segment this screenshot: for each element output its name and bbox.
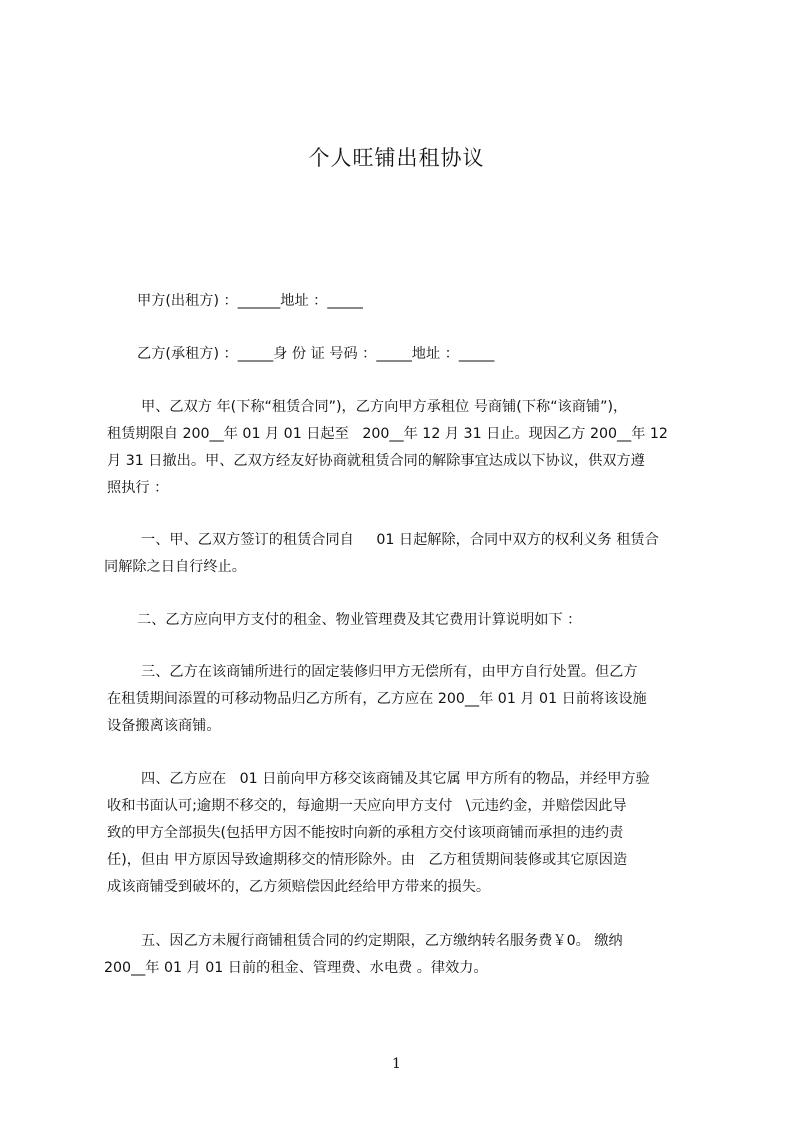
clause-2-line: 二、乙方应向甲方支付的租金、物业管理费及其它费用计算说明如下 ： bbox=[137, 612, 582, 628]
clause-3-line: 三、乙方在该商铺所进行的固定装修归甲方无偿所有，由甲方自行处置。但乙方 bbox=[141, 664, 638, 680]
clause-1-line: 同解除之日自行终止。 bbox=[104, 559, 246, 575]
clause-4-line: 成该商铺受到破坏的，乙方须赔偿因此经给甲方带来的损失。 bbox=[107, 879, 491, 895]
intro-line: 租赁期限自 200__年 01 月 01 日起至 200__年 12 月 31 日止。现因乙方 200__年 12 bbox=[107, 426, 668, 442]
party-a-line: 甲方(出租方) ：______地址 ：_____ bbox=[137, 293, 363, 309]
intro-line: 甲、乙双方 年(下称“租赁合同”)，乙方向甲方承租位 号商铺(下称“该商铺”)， bbox=[141, 399, 628, 415]
clause-5-line: 五、因乙方未履行商铺租赁合同的约定期限，乙方缴纳转名服务费￥0。 缴纳 bbox=[141, 933, 623, 949]
clause-4-line: 收和书面认可;逾期不移交的，每逾期一天应向甲方支付 \元违约金，并赔偿因此导 bbox=[107, 798, 627, 814]
clause-3-line: 设备搬离该商铺。 bbox=[107, 718, 221, 734]
intro-line: 照执行 ： bbox=[107, 480, 169, 496]
clause-5-line: 200__年 01 月 01 日前的租金、管理费、水电费 。律效力。 bbox=[104, 960, 488, 976]
document-title: 个人旺铺出租协议 bbox=[308, 146, 485, 170]
page-number: 1 bbox=[392, 1056, 401, 1072]
clause-1-line: 一、甲、乙双方签订的租赁合同自 01 日起解除，合同中双方的权利义务 租赁合 bbox=[141, 532, 659, 548]
clause-4-line: 四、乙方应在 01 日前向甲方移交该商铺及其它属 甲方所有的物品，并经甲方验 bbox=[141, 771, 650, 787]
clause-3-line: 在租赁期间添置的可移动物品归乙方所有，乙方应在 200__年 01 月 01 日前将该设施 bbox=[107, 691, 647, 707]
clause-4-line: 致的甲方全部损失(包括甲方因不能按时向新的承租方交付该项商铺而承担的违约责 bbox=[107, 825, 624, 841]
clause-4-line: 任)，但由 甲方原因导致逾期移交的情形除外。由 乙方租赁期间装修或其它原因造 bbox=[107, 852, 628, 868]
party-b-line: 乙方(承租方) ：_____身 份 证 号码 ：_____地址 ：_____ bbox=[137, 346, 495, 362]
intro-line: 月 31 日撤出。甲、乙双方经友好协商就租赁合同的解除事宜达成以下协议，供双方遵 bbox=[107, 453, 645, 469]
